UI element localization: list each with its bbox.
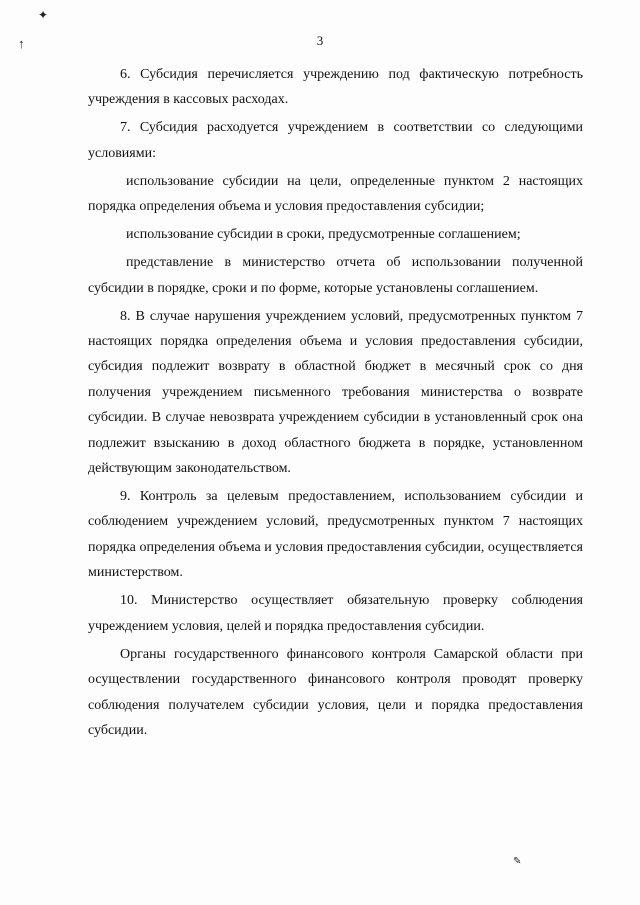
document-body — [88, 62, 583, 746]
paragraph: 7. Субсидия расходуется учреждением в соответствии со следующими условиями: — [88, 120, 583, 161]
paragraph: использование субсидии в сроки, предусмотренные соглашением; — [126, 227, 521, 243]
paragraph: 10. Министерство осуществляет обязательную проверку соблюдения учреждением условия, целей и порядка предоставления субсидии. — [88, 593, 583, 634]
paragraph: 8. В случае нарушения учреждением условий, предусмотренных пунктом 7 настоящих порядка определения объема и условия предоставления субсидии, субсидия подлежит возврату в областной бюджет в месячный срок со дня получения учреждением письменного требования министерства о возврате субсидии. В случае невозврата учреждением субсидии в установленный срок она подлежит взысканию в доход областного бюджета в порядке, установленном действующим законодательством. — [88, 308, 583, 477]
paragraph: 9. Контроль за целевым предоставлением, использованием субсидии и соблюдением учреждением условий, предусмотренных пунктом 7 настоящих порядка определения объема и условия предоставления субсидии, осуществляется министерством. — [88, 489, 583, 581]
paragraph: представление в министерство отчета об использовании полученной субсидии в порядке, сроки и по форме, которые установлены соглашением. — [88, 255, 583, 296]
page-number: 3 — [316, 33, 324, 48]
paragraph: 6. Субсидия перечисляется учреждению под фактическую потребность учреждения в кассовых расходах. — [88, 67, 583, 108]
paragraph: использование субсидии на цели, определенные пунктом 2 настоящих порядка определения объема и условия предоставления субсидии; — [88, 173, 583, 215]
scan-mark: ✦ — [38, 8, 49, 22]
paragraph: Органы государственного финансового контроля Самарской области при осуществлении государственного финансового контроля проводят проверку соблюдения получателем субсидии условия, цели и порядка предоставления субсидии. — [88, 646, 583, 738]
scan-mark: ↑ — [18, 36, 25, 51]
scan-mark: ✎ — [513, 856, 522, 867]
